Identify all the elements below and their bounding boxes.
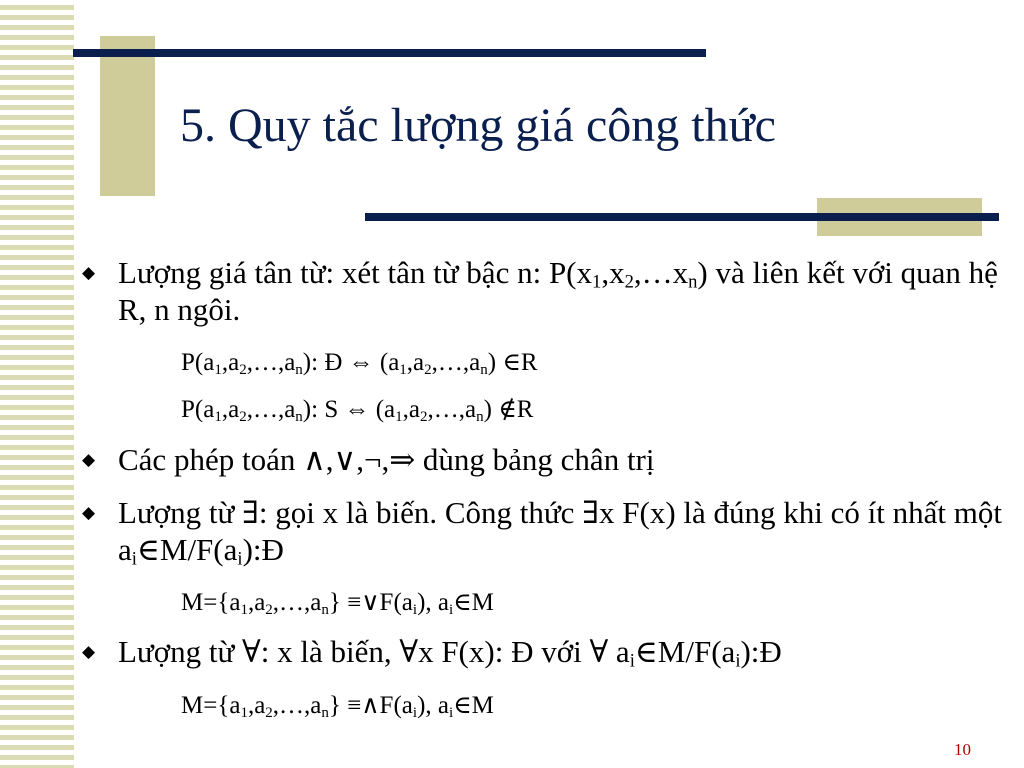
slide-title: 5. Quy tắc lượng giá công thức xyxy=(180,99,776,152)
page-number: 10 xyxy=(954,740,971,759)
diamond-bullet-icon: ◆ xyxy=(82,642,96,661)
bullet-text: Lượng từ ∃: gọi x là biến. Công thức ∃x F(x) là đúng khi có ít nhất một $a_i\in M/F(a_i):Đ$ xyxy=(118,495,1002,570)
subline-existential-set: $M=\{a_1,a_2,\dots,a_n\}$ $\equiv\vee F(a_i)$, $a_i\in M$ xyxy=(181,589,494,618)
bullet-text: Các phép toán ∧,∨,¬,⇒ dùng bảng chân trị xyxy=(118,442,655,477)
bullet-operators xyxy=(82,441,1012,478)
title-rule-top xyxy=(73,49,706,57)
bullet-existential-quantifier xyxy=(82,494,1012,568)
diamond-bullet-icon: ◆ xyxy=(82,503,96,522)
bullet-universal-quantifier xyxy=(82,633,1012,670)
diamond-bullet-icon: ◆ xyxy=(82,263,96,282)
striped-side-decoration xyxy=(0,0,74,768)
subline-false-case: $P(a_1,a_2,\dots,a_n)$: S ⇔ $(a_1,a_2,\dots,a_n)$ ∉R xyxy=(181,396,534,425)
bullet-text: Lượng giá tân từ: xét tân từ bậc n: $P(x_1,x_2,\dots x_n)$ và liên kết với quan hệ R, n ngôi. xyxy=(118,255,998,328)
bullet-predicate-valuation xyxy=(82,254,1012,328)
subline-true-case: $P(a_1,a_2,\dots,a_n)$: Đ ⇔ $(a_1,a_2,\dots,a_n)$ ∈R xyxy=(181,349,538,378)
subline-universal-set: $M=\{a_1,a_2,\dots,a_n\}$ $\equiv\wedge F(a_i)$, $a_i\in M$ xyxy=(181,692,494,721)
diamond-bullet-icon: ◆ xyxy=(82,450,96,469)
title-rule-bottom xyxy=(365,213,999,221)
bullet-text: Lượng từ ∀: x là biến, ∀x F(x): Đ với ∀ $a_i\in M/F(a_i):Đ$ xyxy=(118,634,782,672)
title-accent-block-top xyxy=(100,36,155,196)
